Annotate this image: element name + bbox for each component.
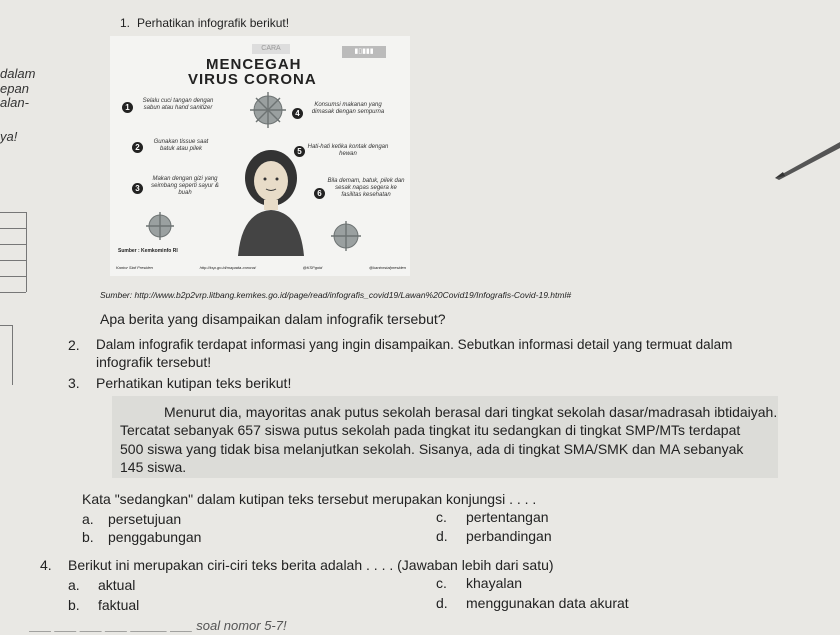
woman-illustration	[228, 148, 314, 256]
tip-text: Selalu cuci tangan dengan sabun atau hand sanitizer	[142, 98, 214, 111]
option-text[interactable]: aktual	[98, 577, 136, 593]
tip-number: 5	[294, 146, 305, 157]
quote-line: Menurut dia, mayoritas anak putus sekolah berasal dari tingkat sekolah dasar/madrasah ibtidaiyah.	[164, 404, 778, 420]
divider	[26, 212, 27, 292]
q3-prompt: Kata "sedangkan" dalam kutipan teks tersebut merupakan konjungsi . . . .	[82, 491, 537, 507]
tip-text: Gunakan tissue saat batuk atau pilek	[153, 139, 209, 152]
q1-number: 1.	[120, 16, 131, 30]
infographic-badge: ▮▯▮▮▮	[342, 46, 386, 58]
q2-line2: infografik tersebut!	[96, 354, 212, 370]
q4-text: Berikut ini merupakan ciri-ciri teks berita adalah . . . . (Jawaban lebih dari satu)	[68, 557, 554, 573]
source-caption: Sumber: http://www.b2p2vrp.litbang.kemkes.go.id/page/read/infografis_covid19/Lawan%20Covid19/Infografis-Covid-19.html#	[100, 290, 572, 300]
quote-line: 145 siswa.	[120, 459, 187, 475]
q3-text: Perhatikan kutipan teks berikut!	[96, 375, 292, 391]
option-letter: d.	[436, 528, 448, 544]
option-letter: c.	[436, 575, 447, 591]
infographic-title-2: VIRUS CORONA	[188, 71, 317, 88]
tip-number: 1	[122, 102, 133, 113]
footer-item: http://ksp.go.id/mapada-corona/	[199, 265, 256, 270]
footer-item: @KSPgoid	[302, 265, 323, 270]
quote-line: Tercatat sebanyak 657 siswa putus sekolah pada tingkat itu sedangkan di tingkat SMP/MTs terdapat	[120, 422, 741, 438]
option-letter: b.	[68, 597, 80, 613]
left-fragment: dalam	[0, 66, 36, 81]
footer-item: @kantorstafpresiden	[369, 265, 406, 270]
tip-text: Makan dengan gizi yang seimbang seperti sayur & buah	[151, 176, 219, 196]
bottom-fragment: ___ ___ ___ ___ _____ ___ soal nomor 5-7!	[30, 618, 287, 633]
tip-number: 2	[132, 142, 143, 153]
divider	[0, 260, 26, 261]
quote-line: 500 siswa yang tidak bisa melanjutkan sekolah. Sisanya, ada di tingkat SMA/SMK dan MA sebanyak	[120, 441, 744, 457]
infographic-title-1: MENCEGAH	[206, 56, 302, 73]
divider	[0, 325, 12, 326]
option-text[interactable]: pertentangan	[466, 509, 549, 525]
q3-number: 3.	[68, 375, 80, 391]
option-letter: a.	[82, 511, 94, 527]
left-fragment: ya!	[0, 129, 18, 144]
left-fragment: epan	[0, 81, 29, 96]
option-letter: c.	[436, 509, 447, 525]
divider	[0, 276, 26, 277]
infographic-source: Sumber : Kemkominfo RI	[118, 248, 178, 254]
option-text[interactable]: menggunakan data akurat	[466, 595, 629, 611]
footer-item: Kantor Staf Presiden	[116, 265, 153, 270]
divider	[0, 244, 26, 245]
question-line: Apa berita yang disampaikan dalam infografik tersebut?	[100, 311, 446, 327]
infographic-stamp: CARA	[252, 44, 290, 54]
option-text[interactable]: perbandingan	[466, 528, 552, 544]
pencil-icon	[775, 120, 840, 180]
option-text[interactable]: penggabungan	[108, 529, 202, 545]
divider	[0, 292, 26, 293]
tip-number: 4	[292, 108, 303, 119]
option-text[interactable]: khayalan	[466, 575, 523, 591]
tip-text: Bila demam, batuk, pilek dan sesak napas segera ke fasilitas kesehatan	[327, 178, 405, 198]
tip-number: 6	[314, 188, 325, 199]
tip-number: 3	[132, 183, 143, 194]
divider	[12, 325, 13, 385]
left-fragment: alan-	[0, 95, 29, 110]
option-letter: a.	[68, 577, 80, 593]
tip-text: Hati-hati ketika kontak dengan hewan	[307, 144, 389, 157]
option-text[interactable]: faktual	[98, 597, 140, 613]
divider	[0, 212, 26, 213]
option-text[interactable]: persetujuan	[108, 511, 182, 527]
q1-text: Perhatikan infografik berikut!	[137, 16, 290, 30]
q4-number: 4.	[40, 557, 52, 573]
tip-text: Konsumsi makanan yang dimasak dengan sempurna	[311, 102, 385, 115]
option-letter: b.	[82, 529, 94, 545]
q2-line1: Dalam infografik terdapat informasi yang ingin disampaikan. Sebutkan informasi detail yang termuat dalam	[96, 337, 733, 352]
q2-number: 2.	[68, 337, 80, 353]
option-letter: d.	[436, 595, 448, 611]
divider	[0, 228, 26, 229]
infographic	[110, 36, 410, 276]
